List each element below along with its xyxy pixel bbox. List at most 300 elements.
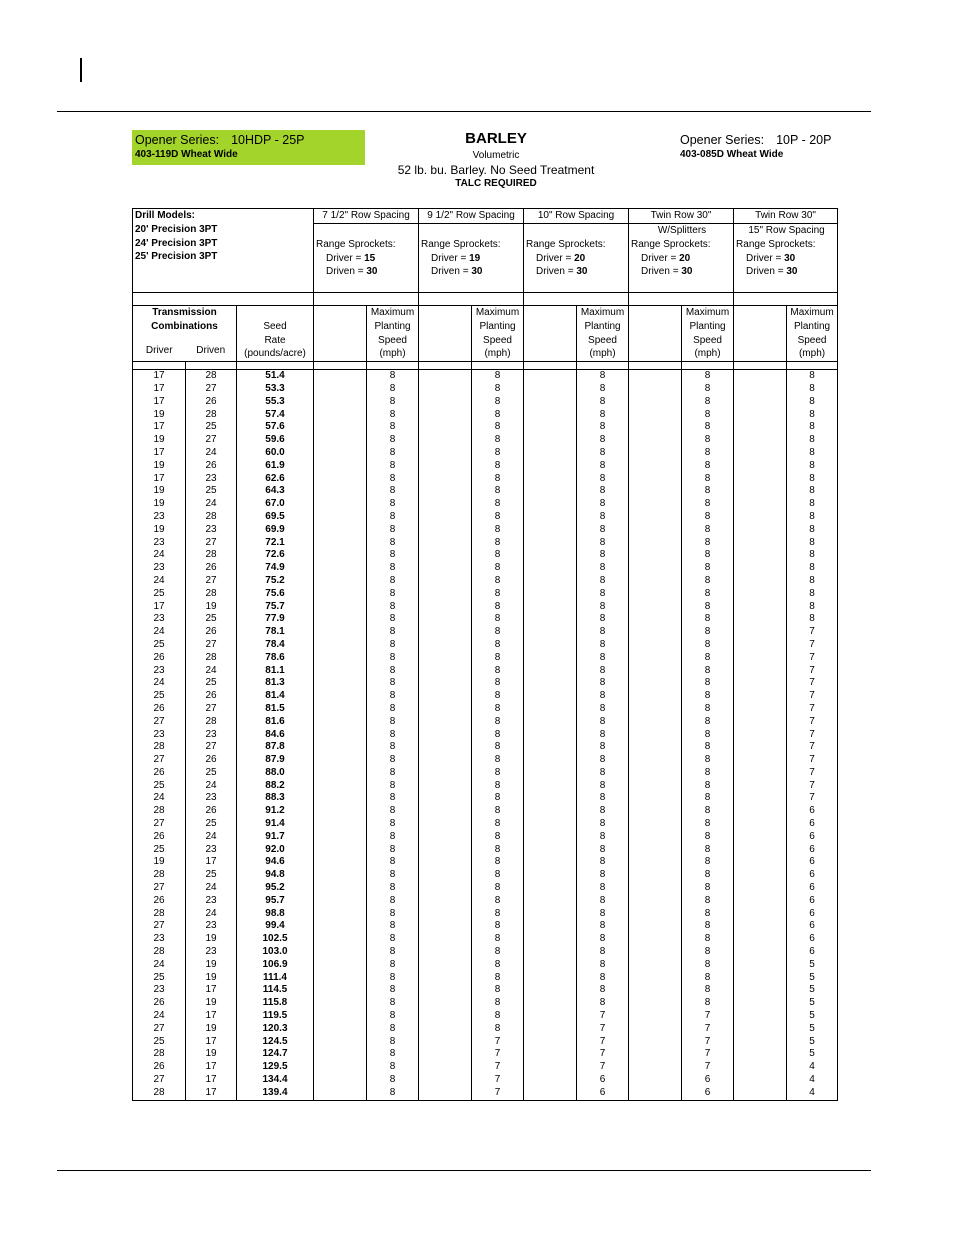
- seed-rate-cell: 119.5: [237, 1010, 314, 1023]
- driver-cell: 25: [133, 690, 186, 703]
- mph-cell-3: 8: [577, 946, 629, 959]
- empty-cell: [524, 754, 577, 767]
- mph-cell-3: 8: [577, 677, 629, 690]
- empty-cell: [629, 703, 682, 716]
- mph-cell-5: 7: [787, 652, 838, 665]
- empty-cell: [629, 1023, 682, 1036]
- driven-cell: 27: [186, 703, 237, 716]
- empty-cell: [419, 613, 472, 626]
- empty-cell: [734, 1061, 787, 1074]
- empty-cell: [314, 780, 367, 793]
- empty-cell: [419, 421, 472, 434]
- empty-cell: [524, 818, 577, 831]
- sprockets-5-driver-value: 30: [784, 252, 796, 264]
- driven-cell: 17: [186, 1087, 237, 1100]
- seed-rate-cell: 75.7: [237, 601, 314, 614]
- empty-cell: [734, 780, 787, 793]
- empty-cell: [314, 805, 367, 818]
- mph-cell-4: 8: [682, 396, 734, 409]
- seed-rate-cell: 62.6: [237, 473, 314, 486]
- empty-cell: [524, 959, 577, 972]
- mph-cell-3: 8: [577, 895, 629, 908]
- empty-cell: [419, 473, 472, 486]
- header-blank-1: [314, 293, 419, 306]
- empty-cell: [419, 869, 472, 882]
- seed-rate-cell: 84.6: [237, 729, 314, 742]
- mph-cell-3: 8: [577, 831, 629, 844]
- empty-cell: [524, 729, 577, 742]
- mph-header-1-l3: Speed: [378, 334, 407, 346]
- drill-models-title: Drill Models:: [135, 210, 196, 221]
- empty-cell: [734, 792, 787, 805]
- mph-cell-3: 8: [577, 665, 629, 678]
- empty-cell: [524, 856, 577, 869]
- driver-cell: 27: [133, 882, 186, 895]
- sprockets-2: [419, 224, 524, 293]
- empty-cell: [629, 652, 682, 665]
- driver-cell: 23: [133, 665, 186, 678]
- empty-cell: [629, 792, 682, 805]
- mph-cell-1: 8: [367, 409, 419, 422]
- sprockets-4-driver-label: Driver =: [641, 252, 680, 264]
- table-row: [133, 498, 838, 511]
- empty-cell: [629, 1048, 682, 1061]
- empty-cell: [524, 997, 577, 1010]
- mph-cell-4: 8: [682, 818, 734, 831]
- empty-cell: [734, 460, 787, 473]
- sprockets-4-driver-value: 20: [679, 252, 691, 264]
- mph-cell-3: 7: [577, 1061, 629, 1074]
- mph-cell-5: 8: [787, 498, 838, 511]
- mph-cell-3: 8: [577, 421, 629, 434]
- empty-cell: [629, 639, 682, 652]
- seed-rate-cell: 103.0: [237, 946, 314, 959]
- empty-cell: [524, 1087, 577, 1100]
- seed-rate-cell: 78.1: [237, 626, 314, 639]
- table-row: [133, 575, 838, 588]
- mph-cell-5: 8: [787, 473, 838, 486]
- mph-cell-2: 8: [472, 882, 524, 895]
- empty-cell: [629, 1074, 682, 1087]
- empty-cell: [524, 434, 577, 447]
- table-row: [133, 613, 838, 626]
- driver-cell: 17: [133, 421, 186, 434]
- mph-cell-3: 8: [577, 741, 629, 754]
- table-row: [133, 869, 838, 882]
- empty-cell: [419, 690, 472, 703]
- seed-rate-cell: 94.8: [237, 869, 314, 882]
- mph-cell-5: 8: [787, 460, 838, 473]
- empty-cell: [314, 524, 367, 537]
- seed-rate-cell: 139.4: [237, 1087, 314, 1100]
- empty-cell: [524, 370, 577, 383]
- empty-cell: [734, 1087, 787, 1100]
- driver-cell: 19: [133, 434, 186, 447]
- driver-cell: 27: [133, 1023, 186, 1036]
- mph-cell-5: 4: [787, 1074, 838, 1087]
- mph-cell-2: 8: [472, 511, 524, 524]
- driver-cell: 17: [133, 396, 186, 409]
- mph-cell-4: 8: [682, 588, 734, 601]
- table-row: [133, 396, 838, 409]
- seed-rate-cell: 124.7: [237, 1048, 314, 1061]
- empty-cell: [524, 869, 577, 882]
- seed-rate-cell: 92.0: [237, 844, 314, 857]
- empty-cell: [419, 1074, 472, 1087]
- mph-cell-1: 8: [367, 703, 419, 716]
- mph-cell-3: 8: [577, 959, 629, 972]
- empty-cell: [734, 575, 787, 588]
- empty-cell: [524, 984, 577, 997]
- mph-cell-4: 8: [682, 716, 734, 729]
- mph-cell-4: 6: [682, 1087, 734, 1100]
- driver-cell: 17: [133, 447, 186, 460]
- empty-cell: [629, 933, 682, 946]
- mph-cell-2: 8: [472, 792, 524, 805]
- driven-cell: 24: [186, 447, 237, 460]
- mph-cell-5: 6: [787, 908, 838, 921]
- empty-cell: [314, 537, 367, 550]
- mph-cell-2: 8: [472, 665, 524, 678]
- table-row: [133, 626, 838, 639]
- mph-cell-3: 8: [577, 434, 629, 447]
- empty-cell: [314, 869, 367, 882]
- empty-cell: [629, 383, 682, 396]
- empty-cell: [734, 946, 787, 959]
- mph-cell-2: 8: [472, 601, 524, 614]
- empty-cell: [314, 498, 367, 511]
- seed-rate-table: [132, 208, 838, 1101]
- mph-header-1: [367, 306, 419, 362]
- empty-cell: [629, 1061, 682, 1074]
- seed-rate-cell: 78.4: [237, 639, 314, 652]
- empty-cell: [314, 729, 367, 742]
- mph-cell-3: 8: [577, 805, 629, 818]
- mph-cell-1: 8: [367, 754, 419, 767]
- seed-rate-cell: 106.9: [237, 959, 314, 972]
- empty-cell: [314, 818, 367, 831]
- driven-cell: 28: [186, 549, 237, 562]
- mph-cell-2: 8: [472, 997, 524, 1010]
- driver-cell: 27: [133, 754, 186, 767]
- empty-cell: [629, 575, 682, 588]
- empty-cell: [629, 396, 682, 409]
- mph-cell-4: 8: [682, 754, 734, 767]
- mph-cell-1: 8: [367, 844, 419, 857]
- mph-cell-5: 6: [787, 856, 838, 869]
- drill-models: [133, 209, 314, 293]
- empty-cell: [629, 524, 682, 537]
- mph-cell-3: 8: [577, 703, 629, 716]
- seed-rate-cell: 87.9: [237, 754, 314, 767]
- seed-rate-cell: 99.4: [237, 920, 314, 933]
- mph-cell-5: 8: [787, 421, 838, 434]
- empty-cell: [629, 665, 682, 678]
- mph-cell-3: 6: [577, 1087, 629, 1100]
- driven-cell: 27: [186, 639, 237, 652]
- mph-cell-2: 8: [472, 690, 524, 703]
- empty-cell: [524, 716, 577, 729]
- mph-cell-2: 8: [472, 1023, 524, 1036]
- mph-cell-5: 6: [787, 805, 838, 818]
- table-row: [133, 511, 838, 524]
- mph-cell-2: 8: [472, 383, 524, 396]
- empty-cell: [314, 601, 367, 614]
- driver-cell: 19: [133, 498, 186, 511]
- mph-cell-1: 8: [367, 383, 419, 396]
- mph-cell-3: 6: [577, 1074, 629, 1087]
- sprockets-2-driven-value: 30: [471, 266, 483, 278]
- mph-cell-5: 6: [787, 882, 838, 895]
- seed-rate-cell: 72.1: [237, 537, 314, 550]
- mph-cell-2: 8: [472, 473, 524, 486]
- empty-cell: [419, 575, 472, 588]
- mph-cell-1: 8: [367, 613, 419, 626]
- seed-rate-cell: 53.3: [237, 383, 314, 396]
- table-row: [133, 537, 838, 550]
- empty-cell: [419, 984, 472, 997]
- empty-cell: [734, 562, 787, 575]
- empty-cell: [629, 869, 682, 882]
- transmission-header: [133, 306, 237, 362]
- table-row: [133, 805, 838, 818]
- driven-cell: 27: [186, 537, 237, 550]
- mph-cell-4: 8: [682, 805, 734, 818]
- empty-cell: [629, 831, 682, 844]
- mph-cell-5: 4: [787, 1087, 838, 1100]
- empty-cell: [734, 639, 787, 652]
- empty-cell: [524, 1036, 577, 1049]
- driven-cell: 17: [186, 1036, 237, 1049]
- empty-cell: [419, 511, 472, 524]
- empty-cell: [629, 409, 682, 422]
- mph-cell-4: 8: [682, 562, 734, 575]
- empty-cell: [314, 613, 367, 626]
- driven-cell: 25: [186, 421, 237, 434]
- driven-cell: 17: [186, 856, 237, 869]
- table-row: [133, 588, 838, 601]
- empty-cell: [734, 652, 787, 665]
- mph-cell-3: 8: [577, 562, 629, 575]
- table-row: [133, 1023, 838, 1036]
- mph-cell-3: 8: [577, 767, 629, 780]
- sprockets-1: [314, 224, 419, 293]
- mph-cell-4: 7: [682, 1048, 734, 1061]
- mph-cell-3: 8: [577, 997, 629, 1010]
- empty-cell: [629, 601, 682, 614]
- driven-cell: 17: [186, 1010, 237, 1023]
- mph-blank-2: [419, 306, 472, 362]
- mph-cell-4: 8: [682, 639, 734, 652]
- driver-cell: 28: [133, 1087, 186, 1100]
- seed-rate-cell: 59.6: [237, 434, 314, 447]
- driver-cell: 19: [133, 409, 186, 422]
- empty-cell: [314, 575, 367, 588]
- driver-cell: 24: [133, 549, 186, 562]
- empty-cell: [419, 396, 472, 409]
- mph-cell-1: 8: [367, 1036, 419, 1049]
- table-row: [133, 549, 838, 562]
- mph-cell-3: 8: [577, 716, 629, 729]
- seed-rate-cell: 78.6: [237, 652, 314, 665]
- empty-cell: [629, 716, 682, 729]
- empty-cell: [629, 473, 682, 486]
- table-row: [133, 959, 838, 972]
- empty-cell: [734, 421, 787, 434]
- mph-header-2-l2: Planting: [479, 320, 516, 332]
- empty-cell: [419, 882, 472, 895]
- mph-cell-1: 8: [367, 690, 419, 703]
- header-blank-2: [419, 293, 524, 306]
- page-heading: [360, 130, 632, 189]
- mph-cell-1: 8: [367, 946, 419, 959]
- mph-cell-4: 8: [682, 984, 734, 997]
- empty-cell: [629, 1010, 682, 1023]
- driver-cell: 26: [133, 703, 186, 716]
- mph-header-5-l3: Speed: [797, 334, 827, 346]
- driver-cell: 23: [133, 562, 186, 575]
- opener-right-value: 10P - 20P: [776, 133, 832, 147]
- table-row: [133, 1010, 838, 1023]
- empty-cell: [314, 511, 367, 524]
- sprockets-5: [734, 224, 838, 293]
- empty-cell: [314, 1087, 367, 1100]
- mph-cell-2: 8: [472, 920, 524, 933]
- table-row: [133, 1061, 838, 1074]
- mph-cell-5: 8: [787, 588, 838, 601]
- mph-cell-2: 8: [472, 639, 524, 652]
- empty-cell: [734, 626, 787, 639]
- mph-cell-3: 8: [577, 972, 629, 985]
- mph-cell-5: 7: [787, 780, 838, 793]
- sprockets-4-label: Range Sprockets:: [631, 238, 711, 250]
- sprockets-1-driven-label: Driven =: [326, 266, 367, 278]
- mph-cell-2: 8: [472, 613, 524, 626]
- empty-cell: [524, 882, 577, 895]
- sprockets-4: [629, 224, 734, 293]
- empty-cell: [419, 626, 472, 639]
- empty-cell: [419, 997, 472, 1010]
- mph-cell-5: 8: [787, 383, 838, 396]
- transmission-header-line2: Combinations: [151, 320, 218, 332]
- sprockets-1-driver-label: Driver =: [326, 252, 365, 264]
- mph-cell-4: 8: [682, 767, 734, 780]
- mph-header-3-l2: Planting: [584, 320, 621, 332]
- sprockets-3-driver-value: 20: [574, 252, 586, 264]
- mph-header-4-l3: Speed: [693, 334, 722, 346]
- mph-cell-5: 5: [787, 1010, 838, 1023]
- empty-cell: [734, 729, 787, 742]
- empty-cell: [314, 933, 367, 946]
- mph-cell-2: 8: [472, 716, 524, 729]
- mph-cell-3: 8: [577, 485, 629, 498]
- driver-cell: 25: [133, 780, 186, 793]
- seed-rate-cell: 81.5: [237, 703, 314, 716]
- mph-cell-5: 7: [787, 729, 838, 742]
- mph-cell-1: 8: [367, 997, 419, 1010]
- mph-cell-5: 8: [787, 396, 838, 409]
- mph-cell-5: 5: [787, 1036, 838, 1049]
- spacing-title-5-line2: 15" Row Spacing: [748, 225, 825, 236]
- mph-cell-2: 8: [472, 869, 524, 882]
- mph-cell-2: 8: [472, 626, 524, 639]
- mph-cell-4: 8: [682, 524, 734, 537]
- empty-cell: [524, 421, 577, 434]
- empty-cell: [524, 473, 577, 486]
- empty-cell: [629, 511, 682, 524]
- sprockets-3: [524, 224, 629, 293]
- mph-cell-3: 8: [577, 473, 629, 486]
- driver-cell: 27: [133, 716, 186, 729]
- spacing-title-5: [734, 209, 838, 224]
- sprockets-2-driven-label: Driven =: [431, 266, 472, 278]
- table-row: [133, 473, 838, 486]
- empty-cell: [419, 1023, 472, 1036]
- driver-cell: 19: [133, 460, 186, 473]
- mph-cell-4: 8: [682, 959, 734, 972]
- mph-cell-4: 8: [682, 882, 734, 895]
- seed-rate-cell: 75.6: [237, 588, 314, 601]
- empty-cell: [734, 383, 787, 396]
- empty-cell: [314, 1010, 367, 1023]
- driver-cell: 17: [133, 601, 186, 614]
- mph-cell-5: 7: [787, 677, 838, 690]
- seed-rate-cell: 81.6: [237, 716, 314, 729]
- mph-cell-1: 8: [367, 767, 419, 780]
- driver-cell: 26: [133, 895, 186, 908]
- margin-bar: [80, 58, 82, 82]
- mph-cell-4: 8: [682, 447, 734, 460]
- empty-cell: [629, 997, 682, 1010]
- mph-blank-1: [314, 306, 367, 362]
- driver-cell: 19: [133, 485, 186, 498]
- empty-cell: [419, 601, 472, 614]
- table-row: [133, 895, 838, 908]
- table-row: [133, 1074, 838, 1087]
- driver-cell: 25: [133, 972, 186, 985]
- empty-cell: [629, 613, 682, 626]
- mph-cell-3: 8: [577, 818, 629, 831]
- mph-cell-2: 8: [472, 895, 524, 908]
- driven-cell: 19: [186, 972, 237, 985]
- seed-rate-cell: 87.8: [237, 741, 314, 754]
- empty-cell: [524, 575, 577, 588]
- empty-cell: [314, 792, 367, 805]
- mph-cell-3: 8: [577, 639, 629, 652]
- mph-cell-4: 8: [682, 831, 734, 844]
- empty-cell: [524, 946, 577, 959]
- table-row: [133, 856, 838, 869]
- drill-model-25: 25' Precision 3PT: [135, 251, 218, 263]
- mph-cell-5: 6: [787, 920, 838, 933]
- empty-cell: [419, 652, 472, 665]
- table-row: [133, 383, 838, 396]
- empty-cell: [419, 588, 472, 601]
- mph-cell-4: 8: [682, 972, 734, 985]
- table-row: [133, 792, 838, 805]
- empty-cell: [314, 908, 367, 921]
- mph-cell-3: 8: [577, 613, 629, 626]
- mph-cell-4: 8: [682, 370, 734, 383]
- seed-rate-cell: 77.9: [237, 613, 314, 626]
- mph-cell-1: 8: [367, 908, 419, 921]
- seed-rate-cell: 91.4: [237, 818, 314, 831]
- spacing-title-5-line1: Twin Row 30": [755, 210, 816, 221]
- driver-cell: 28: [133, 869, 186, 882]
- sprockets-2-driver-label: Driver =: [431, 252, 470, 264]
- mph-cell-4: 8: [682, 409, 734, 422]
- table-row: [133, 741, 838, 754]
